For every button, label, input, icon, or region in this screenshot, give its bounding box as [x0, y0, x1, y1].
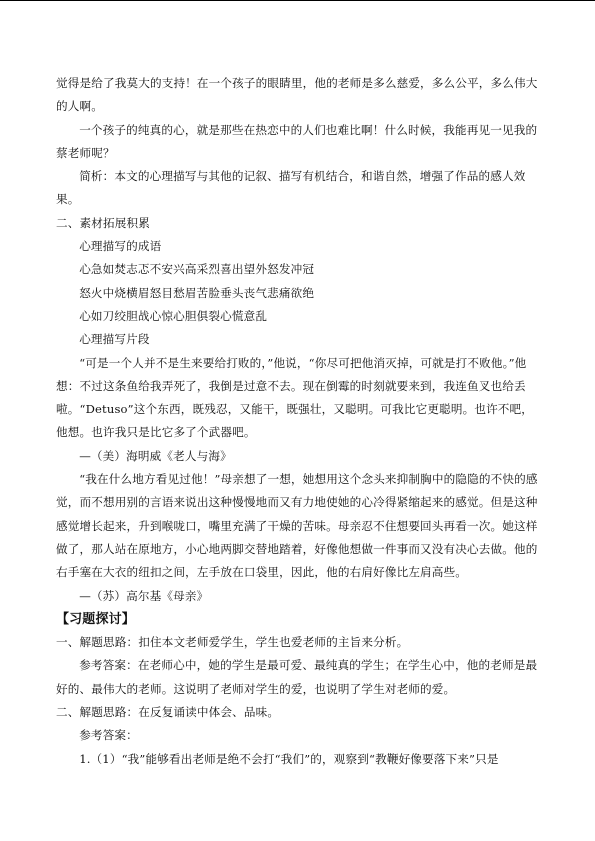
header-rule [0, 0, 595, 1]
question-1-approach: 一、解题思路：扣住本文老师爱学生，学生也爱老师的主旨来分析。 [56, 635, 409, 650]
exercises-heading: 【习题探讨】 [56, 611, 135, 627]
document-page [56, 72, 538, 771]
paragraph-continuation: 觉得是给了我莫大的支持！在一个孩子的眼睛里，他的老师是多么慈爱，多么公平，多么伟大的人啊。 [56, 76, 538, 114]
question-2-approach: 二、解题思路：在反复诵读中体会、品味。 [56, 705, 280, 720]
excerpt-mother: “我在什么地方看见过他！”母亲想了一想，她想用这个念头来抑制胸中的隐隐的不快的感觉，而不想用别的言语来说出这种慢慢地而又有力地使她的心冷得紧缩起来的感觉。但是这种感觉增长起来，升到喉咙口，嘴里充满了干燥的苦味。母亲忍不住想要回头再看一次。她这样做了，那人站在原地方，小心地两脚交替地踏着，好像他想做一件事而又没有决心去做。他的右手塞在大衣的纽扣之间，左手放在口袋里，因此，他的右肩好像比左肩高些。 [56, 472, 538, 580]
idiom-line: 心如刀绞胆战心惊心胆俱裂心慌意乱 [79, 308, 268, 323]
paragraph-pure-heart: 一个孩子的纯真的心，就是那些在热恋中的人们也难比啊！什么时候，我能再见一见我的蔡老师呢？ [56, 122, 538, 160]
excerpts-title: 心理描写片段 [79, 332, 150, 347]
answer-2-item-1: 1.（1）“我”能够看出老师是绝不会打“我们”的，观察到“教鞭好像要落下来”只是 [79, 751, 499, 766]
paragraph-analysis: 简析：本文的心理描写与其他的记叙、描写有机结合，和谐自然，增强了作品的感人效果。 [56, 169, 526, 207]
idiom-line: 怒火中烧横眉怒目愁眉苦脸垂头丧气悲痛欲绝 [79, 285, 315, 300]
excerpt-old-man-and-sea: “可是一个人并不是生来要给打败的，”他说，“你尽可把他消灭掉，可就是打不败他。”他想：不过这条鱼给我弄死了，我倒是过意不去。现在倒霉的时刻就要来到，我连鱼叉也给丢啦。“Detuso”这个东西，既残忍，又能干，既强壮，又聪明。可我比它更聪明。也许不吧，他想。也许我只是比它多了个武器吧。 [56, 355, 534, 440]
excerpt-source: —（苏）高尔基《母亲》 [79, 588, 209, 603]
excerpt-source: —（美）海明威《老人与海》 [79, 448, 232, 463]
section-heading-materials: 二、素材拓展积累 [56, 215, 150, 230]
idiom-line: 心急如焚志忑不安兴高采烈喜出望外怒发冲冠 [79, 262, 315, 277]
answer-1: 参考答案：在老师心中，她的学生是最可爱、最纯真的学生；在学生心中，他的老师是最好的、最伟大的老师。这说明了老师对学生的爱，也说明了学生对老师的爱。 [56, 658, 538, 696]
idioms-title: 心理描写的成语 [79, 239, 162, 254]
answer-2-label: 参考答案： [79, 728, 138, 743]
